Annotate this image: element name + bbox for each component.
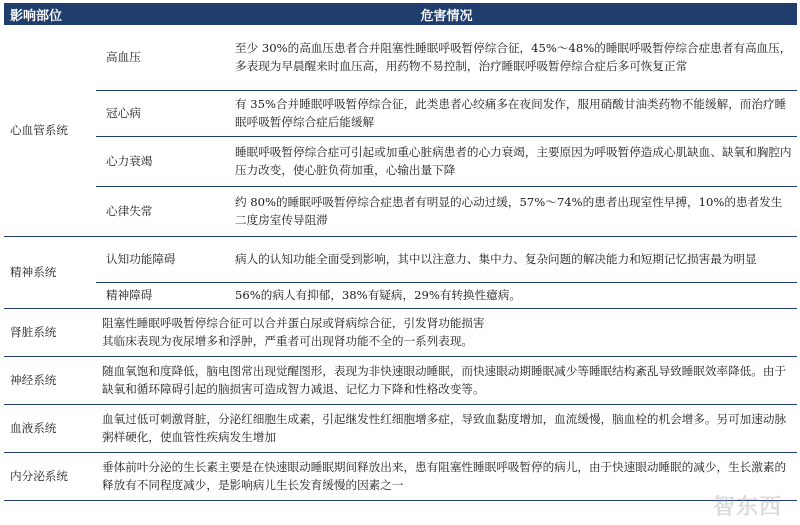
- sub-coronary: 冠心病: [96, 90, 229, 136]
- table-row: [4, 308, 797, 356]
- desc-arrhythmia: 约 80%的睡眠呼吸暂停综合症患者有明显的心动过缓，57%～74%的患者出现室性早搏，10%的患者发生二度房室传导阻滞: [229, 186, 797, 236]
- desc-coronary: 有 35%合并睡眠呼吸暂停综合征，此类患者心绞痛多在夜间发作，服用硝酸甘油类药物不能缓解，而治疗睡眠呼吸暂停综合症后能缓解: [229, 90, 797, 136]
- table-row: [4, 25, 797, 90]
- header-affected-area: 影响部位: [4, 3, 96, 25]
- header-hazard: 危害情况: [96, 3, 797, 25]
- table-row: [4, 186, 797, 236]
- desc-blood: 血氧过低可刺激肾脏，分泌红细胞生成素，引起继发性红细胞增多症，导致血黏度增加，血流缓慢，脑血栓的机会增多。另可加速动脉粥样硬化，使血管性疾病发生增加: [96, 404, 797, 452]
- table-row: [4, 236, 797, 282]
- desc-hypertension: 至少 30%的高血压患者合并阻塞性睡眠呼吸暂停综合征，45%～48%的睡眠呼吸暂停综合症患者有高血压，多表现为早晨醒来时血压高，用药物不易控制，治疗睡眠呼吸暂停综合症后多可恢复正常: [235, 41, 792, 74]
- table-row: [4, 90, 797, 136]
- table-row: [4, 282, 797, 308]
- table-row: [4, 452, 797, 500]
- hazard-table: [4, 3, 797, 501]
- desc-kidney: 阻塞性睡眠呼吸暂停综合征可以合并蛋白尿或肾病综合征，引发肾功能损害 其临床表现为夜尿增多和浮肿，严重者可出现肾功能不全的一系列表现。: [96, 308, 797, 356]
- desc-neuro: 随血氧饱和度降低，脑电图常出现觉醒图形，表现为非快速眼动睡眠，而快速眼动期睡眠减少等睡眠结构紊乱导致睡眠效率降低。由于缺氧和循环障碍引起的脑损害可造成智力减退、记忆力下降和性格改变等。: [96, 356, 797, 404]
- system-endocrine: 内分泌系统: [4, 452, 96, 500]
- sub-arrhythmia: 心律失常: [96, 186, 229, 236]
- desc-psychiatric: 56%的病人有抑郁，38%有疑病，29%有转换性癔病。: [229, 282, 797, 308]
- desc-endocrine: 垂体前叶分泌的生长素主要是在快速眼动睡眠期间释放出来，患有阻塞性睡眠呼吸暂停的病儿，由于快速眼动睡眠的减少，生长激素的释放有不同程度减少，是影响病儿生长发育缓慢的因素之一: [96, 452, 797, 500]
- table-row: [4, 404, 797, 452]
- system-kidney: 肾脏系统: [4, 308, 96, 356]
- system-blood: 血液系统: [4, 404, 96, 452]
- sub-hypertension: 高血压: [106, 50, 141, 65]
- desc-cognitive: 病人的认知功能全面受到影响，其中以注意力、集中力、复杂问题的解决能力和短期记忆损害最为明显: [229, 236, 797, 282]
- system-mental: 精神系统: [4, 236, 96, 308]
- table-header: [4, 3, 797, 25]
- table-row: [4, 136, 797, 186]
- sub-cognitive: 认知功能障碍: [96, 236, 229, 282]
- watermark-logo: 智东西: [712, 495, 782, 520]
- sub-heart-failure: 心力衰竭: [96, 136, 229, 186]
- sub-psychiatric: 精神障碍: [96, 282, 229, 308]
- desc-heart-failure: 睡眠呼吸暂停综合症可引起或加重心脏病患者的心力衰竭，主要原因为呼吸暂停造成心肌缺血、缺氧和胸腔内压力改变，使心脏负荷加重，心输出量下降: [229, 136, 797, 186]
- table-row: [4, 356, 797, 404]
- system-neuro: 神经系统: [4, 356, 96, 404]
- system-cardio: 心血管系统: [10, 123, 68, 138]
